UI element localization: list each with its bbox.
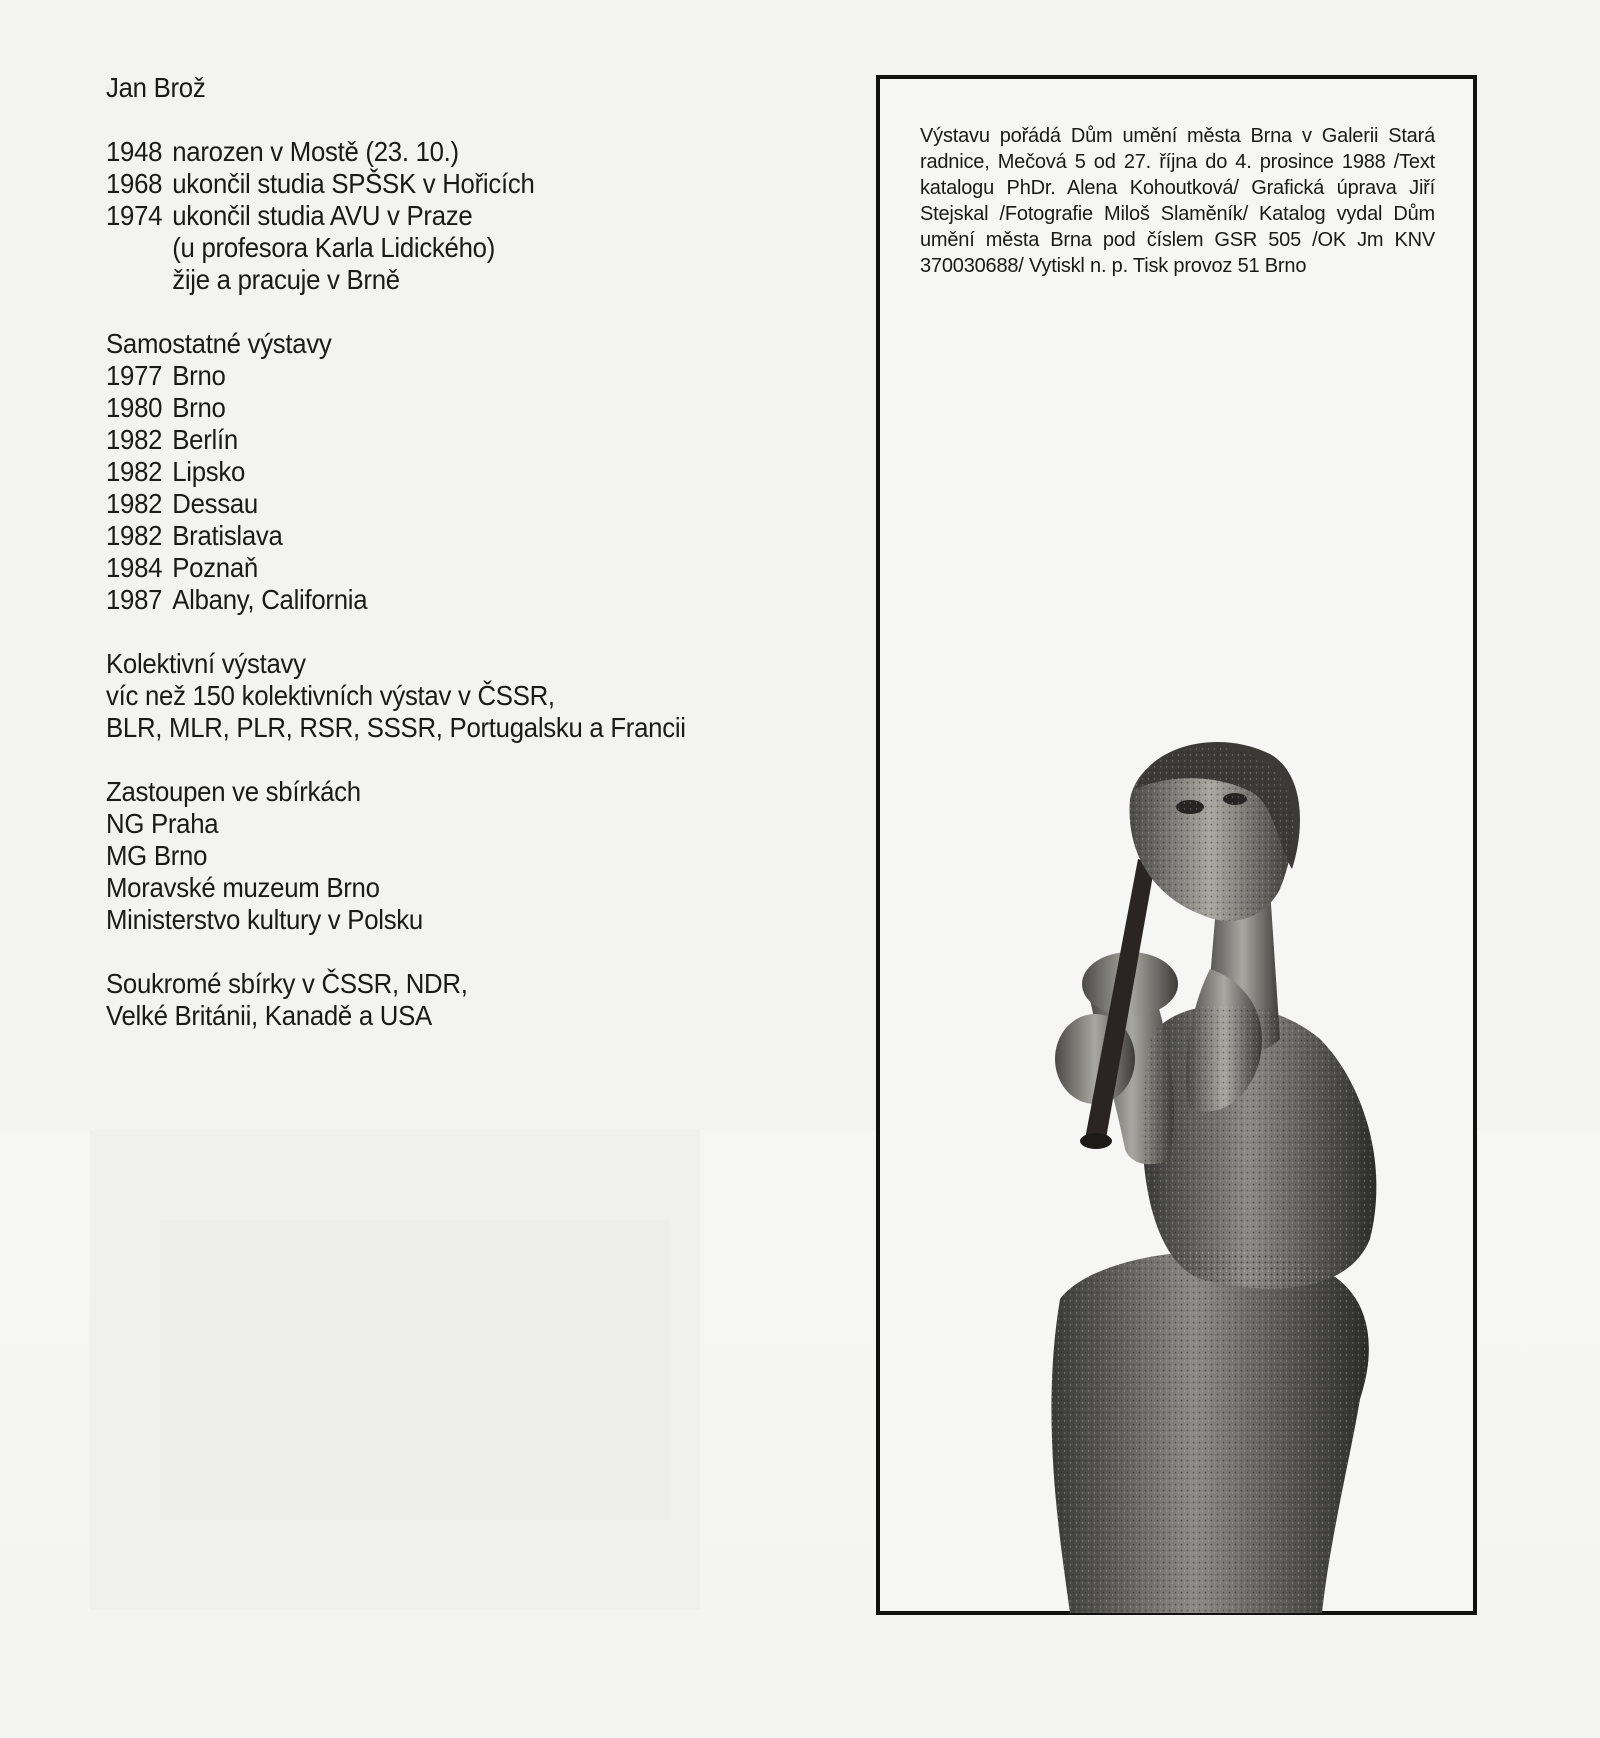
collection-item: MG Brno: [106, 840, 208, 871]
private-text: Velké Británii, Kanadě a USA: [106, 1000, 432, 1031]
year: 1980: [106, 392, 163, 423]
year: 1982: [106, 424, 163, 455]
year: 1977: [106, 360, 163, 391]
collections: [106, 776, 732, 936]
life-row: [106, 200, 732, 232]
artist-name: Jan Brož: [106, 72, 206, 103]
exhibition-row: [106, 552, 732, 584]
place: Brno: [172, 360, 226, 391]
collection-item: Moravské muzeum Brno: [106, 872, 380, 903]
life-text-continued: (u profesora Karla Lidického): [172, 232, 496, 263]
colophon-text: Výstavu pořádá Dům umění města Brna v Galerii Stará radnice, Mečová 5 od 27. října do 4. prosince 1988 /Text katalogu PhDr. Alena Kohoutková/ Grafická úprava Jiří Stejskal /Fotografie Miloš Slaměník/ Katalog vydal Dům umění města Brna pod číslem GSR 505 /OK Jm KNV 370030688/ Vytiskl n. p. Tisk provoz 51 Brno: [920, 125, 1435, 277]
life-text: ukončil studia SPŠSK v Hořicích: [172, 168, 535, 199]
exhibition-row: [106, 584, 732, 616]
collection-item: Ministerstvo kultury v Polsku: [106, 904, 423, 935]
exhibition-row: [106, 488, 732, 520]
life-section: [106, 136, 732, 296]
exhibition-row: [106, 360, 732, 392]
year: 1982: [106, 488, 163, 519]
biography: [106, 72, 732, 1064]
life-row: [106, 136, 732, 168]
year: 1984: [106, 552, 163, 583]
section-heading: Samostatné výstavy: [106, 328, 332, 359]
private-collections: [106, 968, 732, 1032]
year: 1982: [106, 456, 163, 487]
section-heading: Zastoupen ve sbírkách: [106, 776, 361, 807]
place: Poznaň: [172, 552, 258, 583]
life-row: [106, 168, 732, 200]
year: 1968: [106, 168, 163, 199]
year: 1982: [106, 520, 163, 551]
place: Dessau: [172, 488, 258, 519]
sculpture-flute-player-photo: [1030, 739, 1470, 1613]
year: 1948: [106, 136, 163, 167]
private-text: Soukromé sbírky v ČSSR, NDR,: [106, 968, 468, 999]
exhibition-row: [106, 424, 732, 456]
collection-item: NG Praha: [106, 808, 219, 839]
year: 1987: [106, 584, 163, 615]
year: 1974: [106, 200, 163, 231]
solo-exhibitions: [106, 328, 732, 616]
life-text-continued: žije a pracuje v Brně: [172, 264, 400, 295]
section-heading: Kolektivní výstavy: [106, 648, 306, 679]
place: Albany, California: [172, 584, 368, 615]
life-text: narozen v Mostě (23. 10.): [172, 136, 459, 167]
life-text: ukončil studia AVU v Praze: [172, 200, 473, 231]
place: Lipsko: [172, 456, 246, 487]
place: Bratislava: [172, 520, 283, 551]
group-exhibitions: [106, 648, 732, 744]
colophon-frame: [876, 75, 1477, 1615]
place: Berlín: [172, 424, 238, 455]
group-text: víc než 150 kolektivních výstav v ČSSR,: [106, 680, 555, 711]
group-text: BLR, MLR, PLR, RSR, SSSR, Portugalsku a Francii: [106, 712, 686, 743]
exhibition-row: [106, 520, 732, 552]
exhibition-row: [106, 456, 732, 488]
place: Brno: [172, 392, 226, 423]
exhibition-row: [106, 392, 732, 424]
